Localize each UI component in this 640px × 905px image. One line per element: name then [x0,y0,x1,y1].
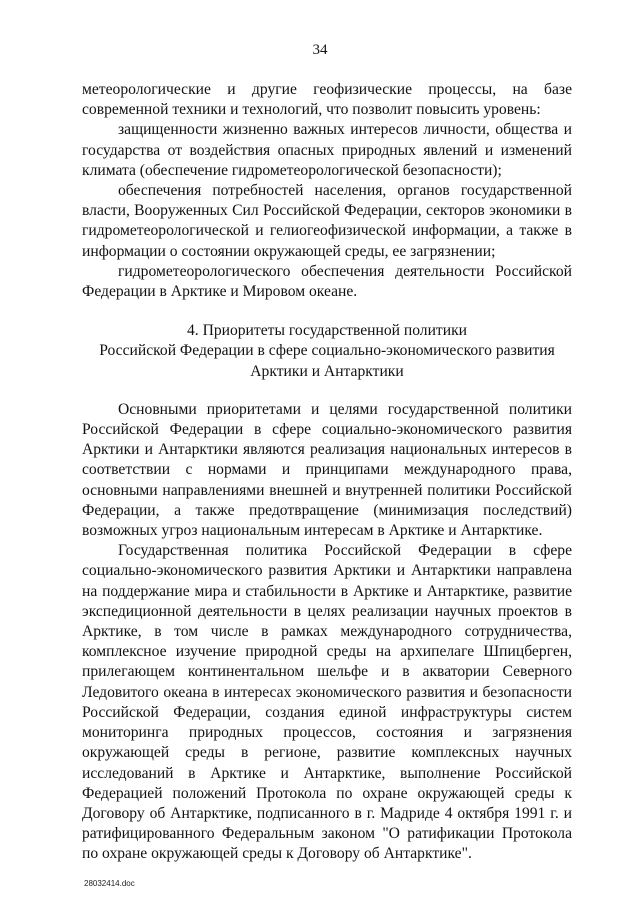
paragraph-priorities: Основными приоритетами и целями государственной политики Российской Федерации в сфере социально-экономического развития Арктики и Антарктики являются реализация национальных интересов в соответствии с нормами и принципами международного права, основными направлениями внешней и внутренней политики Российской Федерации, а также предотвращение (минимизация последствий) возможных угроз национальным интересам в Арктике и Антарктике. [82,400,572,540]
page-number: 34 [312,42,328,58]
footer-filename: 28032414.doc [84,879,135,888]
paragraph-hydromet-support: гидрометеорологического обеспечения деятельности Российской Федерации в Арктике и Мировом океане. [82,262,572,301]
section-heading-line-1: 4. Приоритеты государственной политики [186,322,468,340]
paragraph-needs: обеспечения потребностей населения, органов государственной власти, Вооруженных Сил Российской Федерации, секторов экономики в гидрометеорологической и гелиогеофизической информации, а также в информации о состоянии окружающей среды, ее загрязнении; [82,182,572,260]
section-heading-line-2: Российской Федерации в сфере социально-экономического развития [99,342,555,360]
section-heading-line-3: Арктики и Антарктики [250,362,404,380]
section-heading [82,321,572,382]
document-body [82,80,572,865]
paragraph-state-policy: Государственная политика Российской Федерации в сфере социально-экономического развития Арктики и Антарктики направлена на поддержание мира и стабильности в Арктике и Антарктике, развитие экспедиционной деятельности в целях реализации научных проектов в Арктике, в том числе в рамках международного сотрудничества, комплексное изучение природной среды на архипелаге Шпицберген, прилегающем континентальном шельфе и в акватории Северного Ледовитого океана в интересах экономического развития и безопасности Российской Федерации, создания единой инфраструктуры систем мониторинга природных процессов, состояния и загрязнения окружающей среды в регионе, развитие комплексных научных исследований в Арктике и Антарктике, выполнение Российской Федерацией положений Протокола по охране окружающей среды к Договору об Антарктике, подписанного в г. Мадриде 4 октября 1991 г. и ратифицированного Федеральным законом "О ратификации Протокола по охране окружающей среды к Договору об Антарктике". [82,542,572,863]
paragraph-protection: защищенности жизненно важных интересов личности, общества и государства от воздействия опасных природных явлений и изменений климата (обеспечение гидрометеорологической безопасности); [82,121,572,179]
paragraph-continuation: метеорологические и другие геофизические процессы, на базе современной техники и технологий, что позволит повысить уровень: [82,81,572,119]
